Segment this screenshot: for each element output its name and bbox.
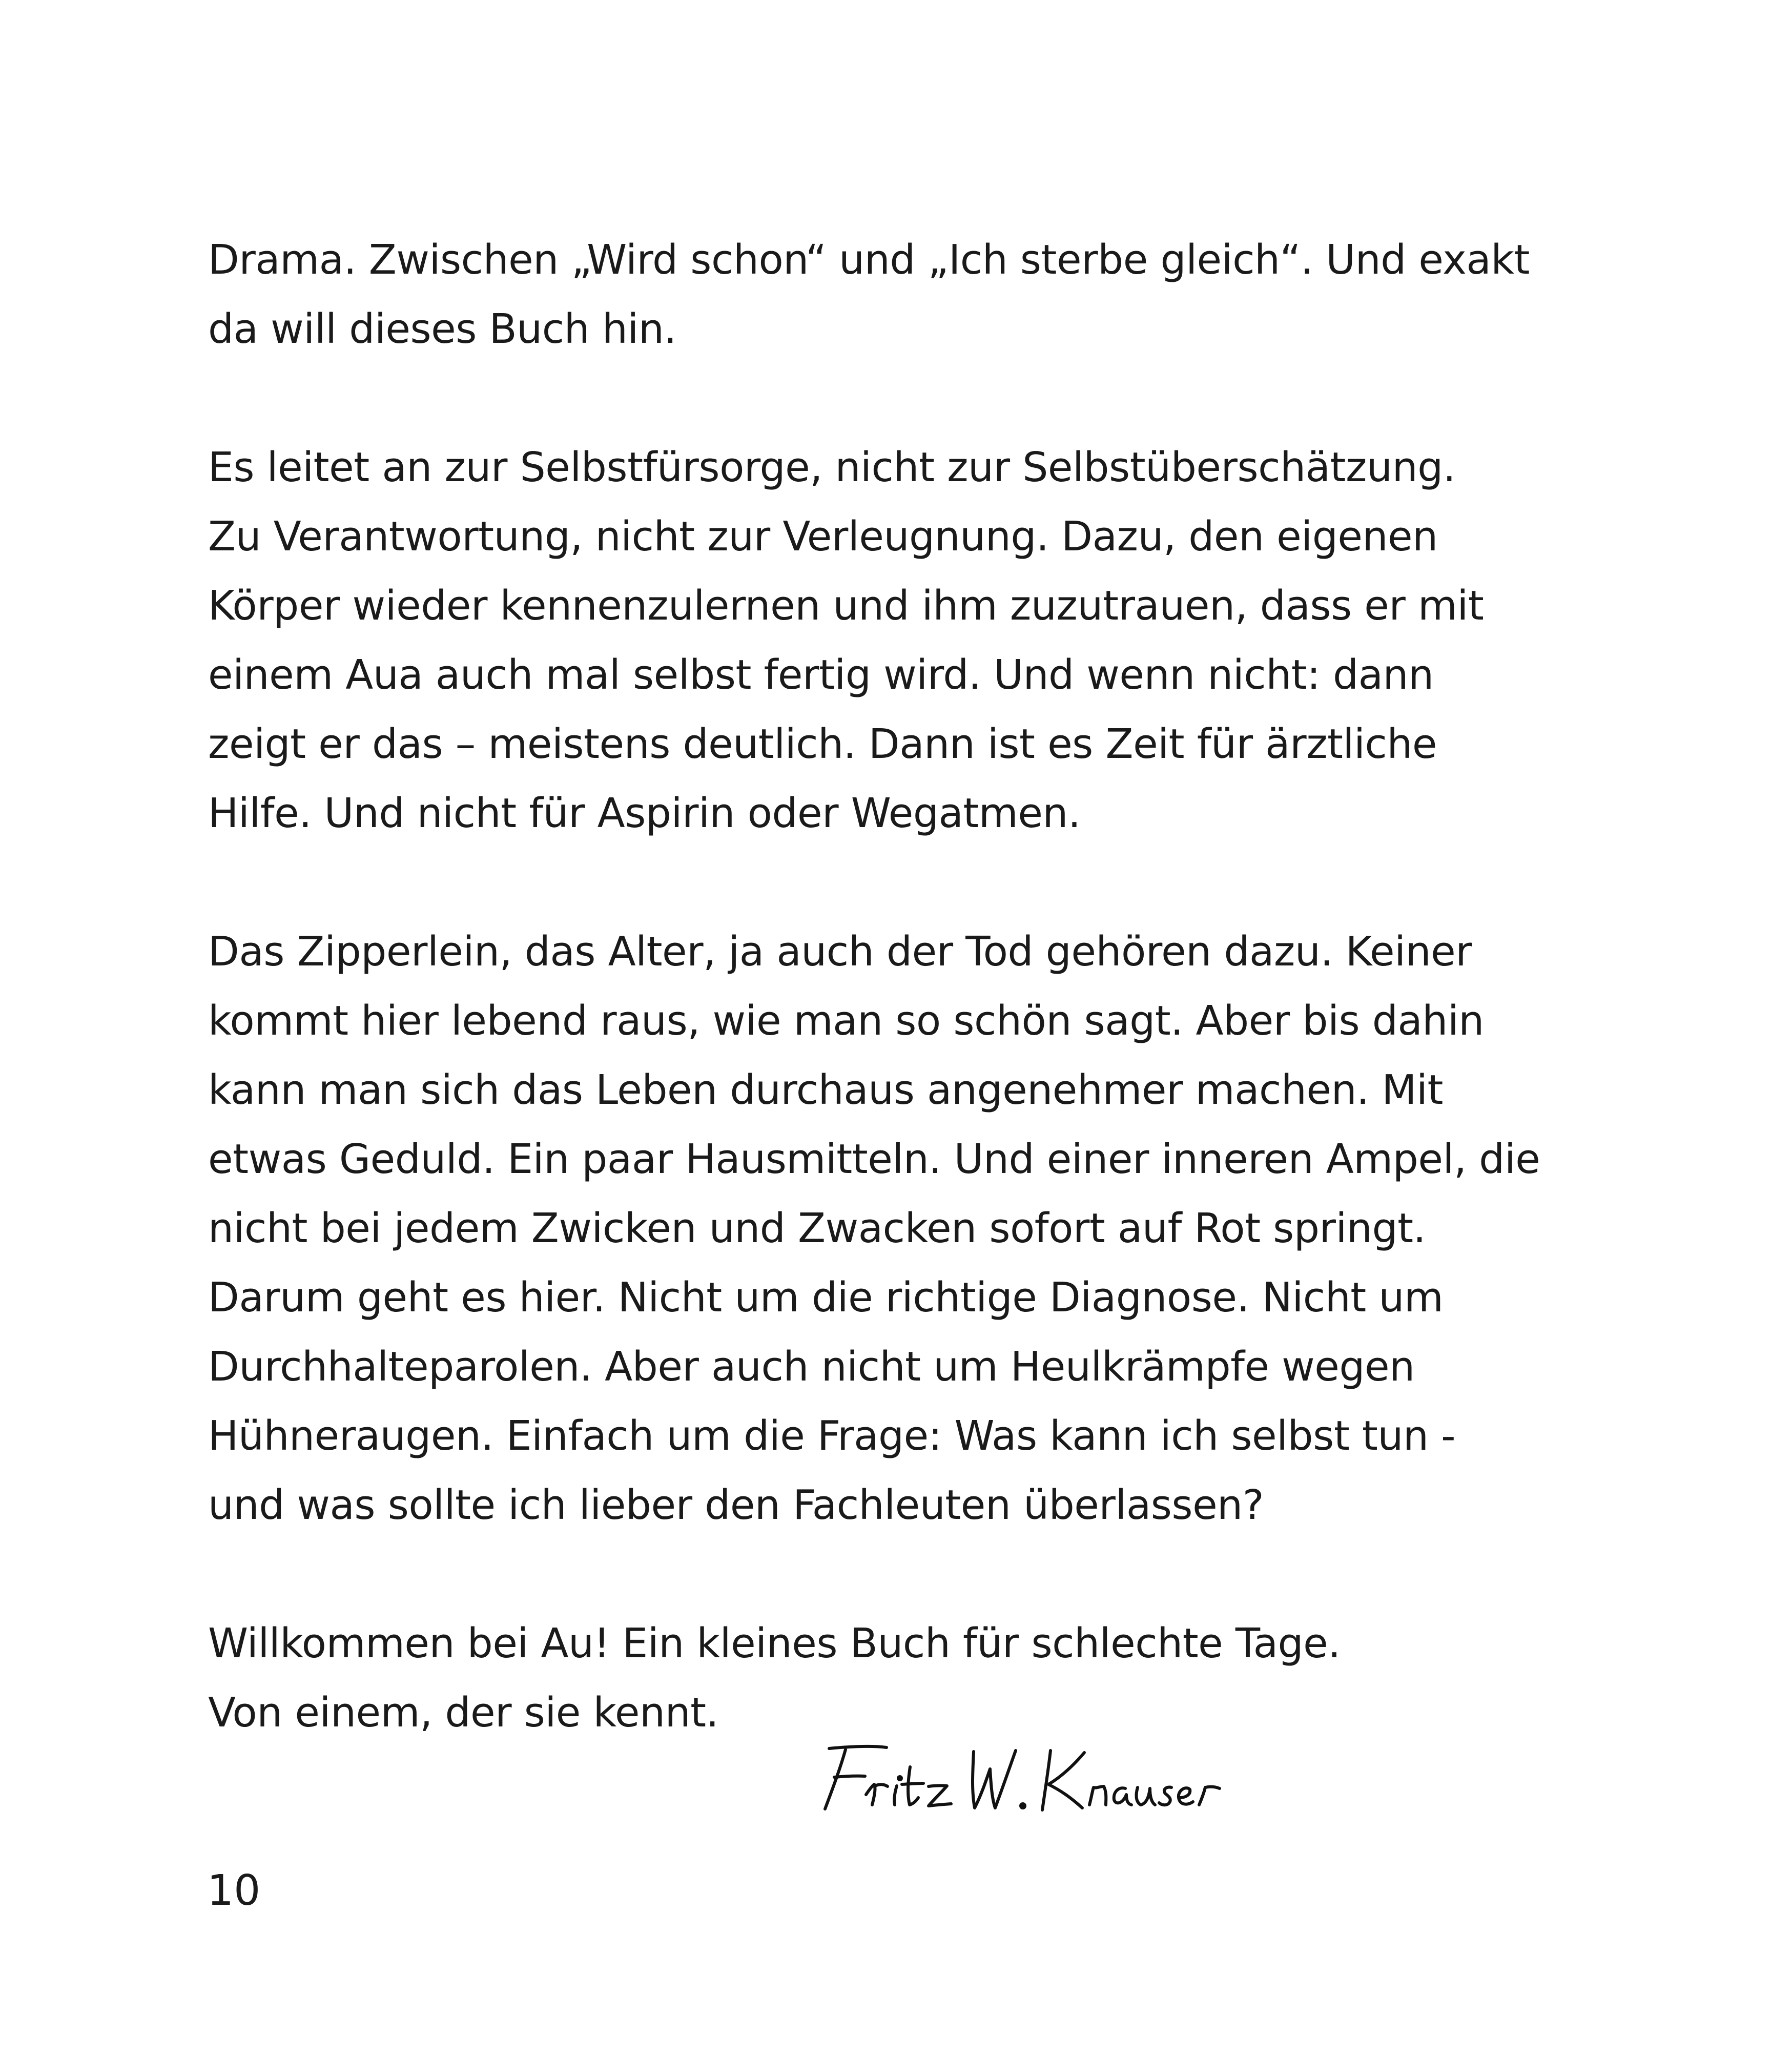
paragraph-line: kommt hier lebend raus, wie man so schön sagt. Aber bis dahin: [208, 997, 1484, 1044]
paragraph-line: Es leitet an zur Selbstfürsorge, nicht zur Selbstüberschätzung.: [208, 444, 1456, 491]
paragraph-line: nicht bei jedem Zwicken und Zwacken sofort auf Rot springt.: [208, 1205, 1426, 1252]
paragraph-line: und was sollte ich lieber den Fachleuten überlassen?: [208, 1481, 1264, 1529]
paragraph-line: Das Zipperlein, das Alter, ja auch der Tod gehören dazu. Keiner: [208, 928, 1472, 975]
paragraph-line: Von einem, der sie kennt.: [208, 1689, 719, 1736]
paragraph-line: Zu Verantwortung, nicht zur Verleugnung. Dazu, den eigenen: [208, 513, 1438, 560]
author-signature: [810, 1737, 1230, 1819]
paragraph-self-care: [208, 433, 1561, 848]
paragraph-line: Körper wieder kennenzulernen und ihm zuzutrauen, dass er mit: [208, 582, 1484, 629]
paragraph-line: Drama. Zwischen „Wird schon“ und „Ich sterbe gleich“. Und exakt: [208, 236, 1530, 283]
paragraph-line: kann man sich das Leben durchaus angenehmer machen. Mit: [208, 1066, 1443, 1114]
paragraph-line: Darum geht es hier. Nicht um die richtige Diagnose. Nicht um: [208, 1274, 1444, 1321]
paragraph-line: Hühneraugen. Einfach um die Frage: Was kann ich selbst tun -: [208, 1412, 1456, 1459]
paragraph-line: da will dieses Buch hin.: [208, 305, 677, 353]
paragraph-line: Durchhalteparolen. Aber auch nicht um Heulkrämpfe wegen: [208, 1343, 1415, 1390]
paragraph-line: Willkommen bei Au! Ein kleines Buch für schlechte Tage.: [208, 1620, 1341, 1667]
paragraph-line: etwas Geduld. Ein paar Hausmitteln. Und einer inneren Ampel, die: [208, 1136, 1540, 1183]
paragraph-intro-end: [208, 225, 1561, 364]
paragraph-ailments: [208, 917, 1561, 1540]
handwritten-signature: [810, 1737, 1230, 1819]
paragraph-line: zeigt er das – meistens deutlich. Dann ist es Zeit für ärztliche: [208, 721, 1437, 768]
page-number: 10: [207, 1866, 261, 1915]
paragraph-line: Hilfe. Und nicht für Aspirin oder Wegatmen.: [208, 790, 1081, 837]
paragraph-welcome: [208, 1609, 1561, 1747]
paragraph-line: einem Aua auch mal selbst fertig wird. Und wenn nicht: dann: [208, 651, 1434, 698]
